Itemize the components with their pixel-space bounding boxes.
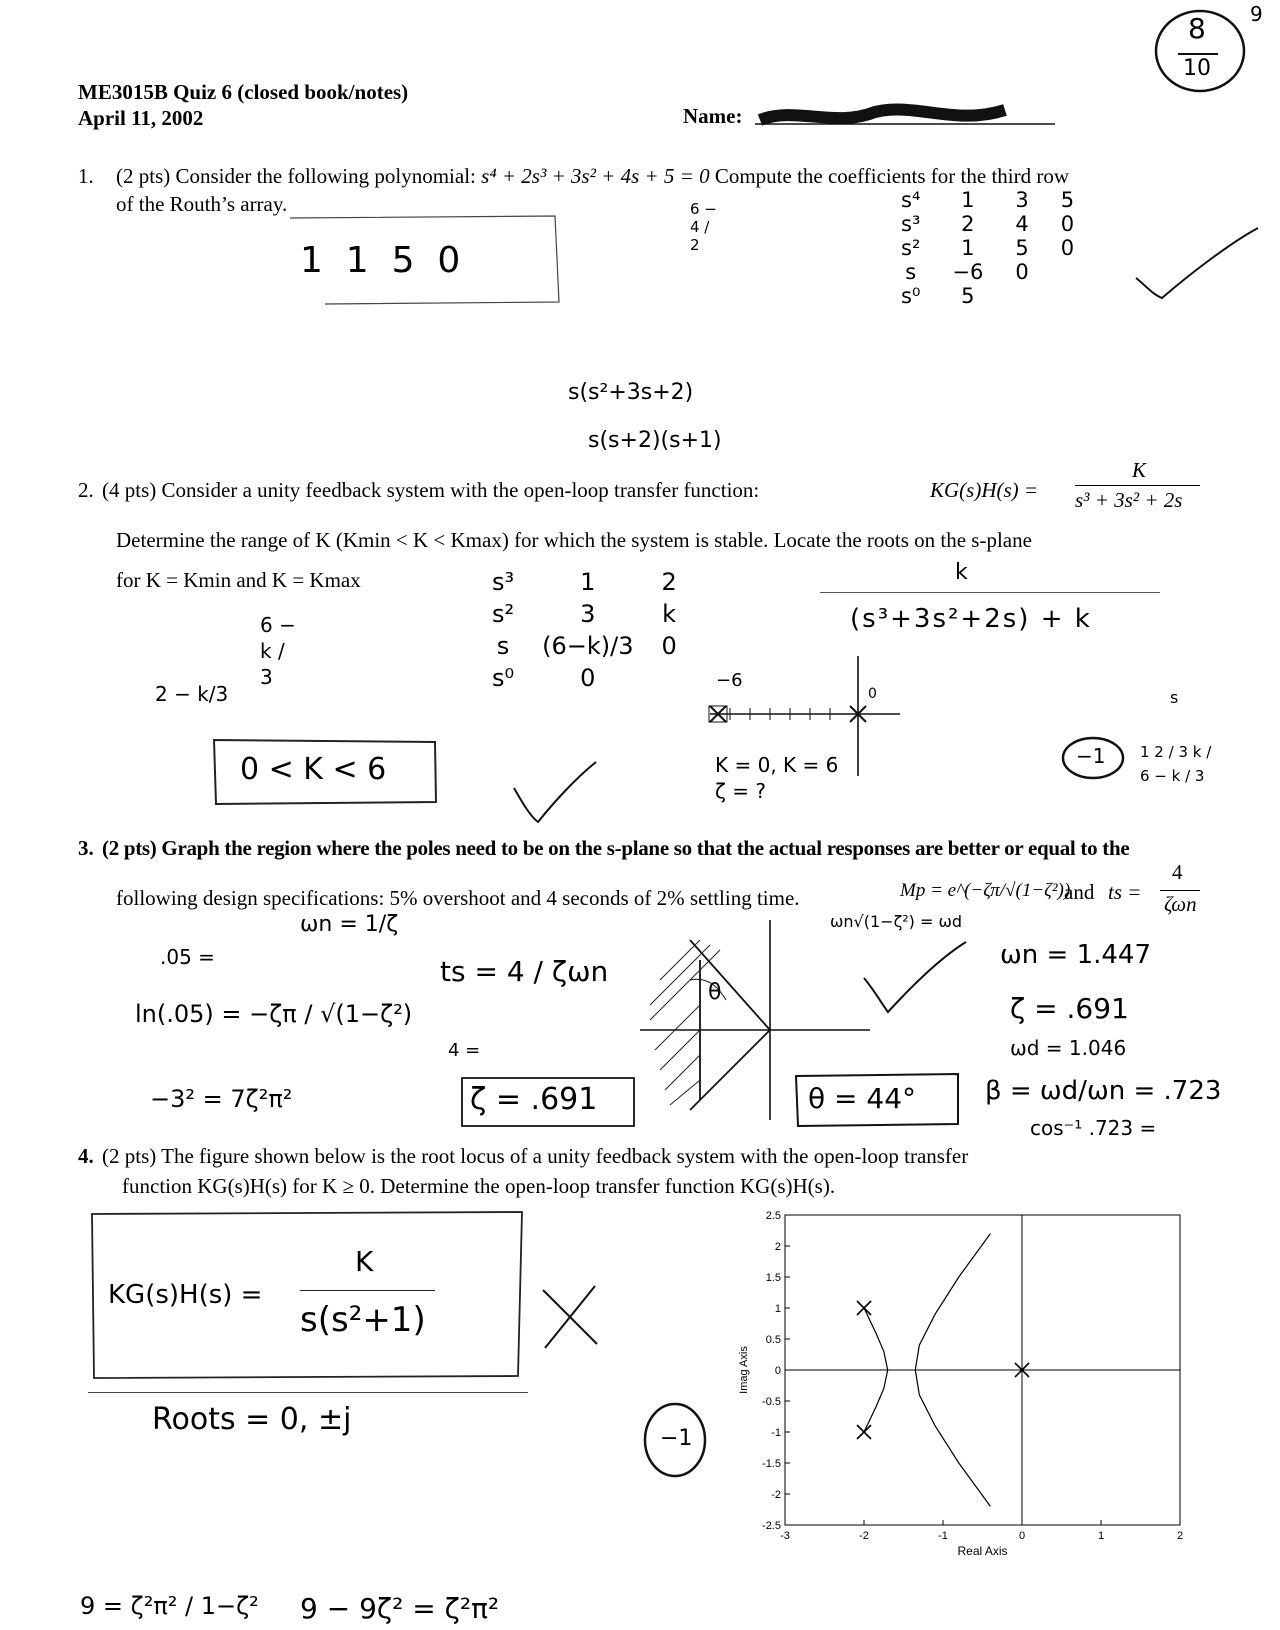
- q3-beta-eq: β = ωd/ωn = .723: [985, 1076, 1222, 1106]
- q3-wn-val: ωn = 1.447: [1000, 940, 1151, 970]
- q2-char-num: k: [955, 560, 968, 585]
- q1-routh-cell: s³: [901, 212, 921, 236]
- q2-routh-cell: s³: [492, 568, 515, 596]
- y-tick-label: 2: [774, 1241, 781, 1253]
- y-tick-label: -2: [771, 1489, 781, 1501]
- q3-wn-frac: ωn = 1/ζ: [300, 912, 399, 937]
- q3-formula2-bar: [1160, 890, 1200, 891]
- q2-deduction: −1: [1076, 744, 1106, 768]
- q1-routh-array: [885, 188, 1090, 308]
- q3-text-line1: (2 pts) Graph the region where the poles need to be on the s-plane so that the actual responses are better or equal to the: [102, 836, 1130, 860]
- q2-answer: 0 < K < 6: [240, 752, 387, 787]
- q1-routh-row: [885, 188, 1090, 212]
- q1-routh-cell: −6: [952, 260, 984, 284]
- q1-routh-cell: [1045, 284, 1090, 308]
- q2-scratch2: 2 − k/3: [155, 682, 229, 706]
- y-tick-label: 1.5: [765, 1272, 781, 1284]
- q1-routh-cell: 1: [961, 188, 975, 212]
- q3-zeta-box-text: ζ = .691: [470, 1082, 598, 1117]
- q4-text-line2: function KG(s)H(s) for K ≥ 0. Determine the open-loop transfer function KG(s)H(s).: [122, 1174, 836, 1198]
- q2-routh-cell: 1: [580, 568, 596, 596]
- q2-tf-num: K: [1132, 458, 1147, 482]
- q4-divider: [88, 1392, 528, 1393]
- q1-factor-work2: s(s+2)(s+1): [588, 428, 722, 453]
- q3-cos-eq: cos⁻¹ .723 =: [1030, 1116, 1157, 1140]
- q1-routh-table: [885, 188, 1090, 308]
- q1-routh-cell: s⁴: [901, 188, 921, 212]
- q1-routh-cell: 5: [1015, 236, 1029, 260]
- q4-bottom-work2: 9 − 9ζ² = ζ²π²: [300, 1592, 500, 1625]
- q3-wd-val: ωd = 1.046: [1010, 1036, 1127, 1060]
- q1-routh-cell: s⁰: [901, 284, 921, 308]
- q2-routh-cell: s: [496, 632, 510, 660]
- pole-marker: [857, 1301, 871, 1315]
- q3-work-l1: .05 =: [160, 945, 215, 969]
- x-tick-label: 2: [1176, 1530, 1184, 1542]
- q3-wd-eq: ωn√(1−ζ²) = ωd: [830, 912, 963, 931]
- score-value: 8: [1188, 12, 1206, 45]
- q1-number: 1.: [78, 164, 94, 188]
- q2-routh-array: [478, 566, 691, 694]
- q4-deduction: −1: [660, 1426, 693, 1451]
- quiz-date: April 11, 2002: [78, 106, 204, 130]
- q1-routh-cell: 1: [961, 236, 975, 260]
- q2-char-bar: [820, 592, 1160, 593]
- course-title: ME3015B Quiz 6 (closed book/notes): [78, 80, 409, 104]
- y-tick-label: -2.5: [762, 1520, 781, 1532]
- page-number: 9: [1250, 2, 1263, 26]
- q3-angle-box-text: θ = 44°: [808, 1082, 917, 1115]
- q2-routh-cell: s²: [492, 600, 515, 628]
- y-tick-label: 0: [774, 1365, 781, 1377]
- q2-number: 2.: [78, 478, 94, 502]
- q4-bottom-work1: 9 = ζ²π² / 1−ζ²: [80, 1592, 259, 1620]
- q1-routh-row: [885, 284, 1090, 308]
- y-tick-label: 0.5: [765, 1334, 781, 1346]
- q3-region-label: θ: [708, 980, 722, 1005]
- q1-scratch: 6 − 4 / 2: [690, 200, 717, 254]
- q1-text-line2: of the Routh’s array.: [116, 192, 288, 216]
- q2-tf-bar: [1075, 485, 1200, 486]
- q4-answer-bar: [300, 1290, 435, 1291]
- q4-answer-den: s(s²+1): [300, 1300, 426, 1340]
- q3-formula2-num: 4: [1172, 860, 1183, 884]
- q2-plot-label-left: −6: [716, 670, 743, 691]
- q1-routh-cell: 2: [961, 212, 975, 236]
- q4-answer-lhs: KG(s)H(s) =: [108, 1280, 263, 1310]
- q1-factor-work1: s(s²+3s+2): [568, 380, 694, 405]
- q2-plot-label-zero: 0: [868, 686, 877, 702]
- x-tick-label: -1: [938, 1530, 948, 1542]
- locus-branch-right-lower: [915, 1370, 990, 1506]
- q1-text-line1: (2 pts) Consider the following polynomial: s⁴ + 2s³ + 3s² + 4s + 5 = 0 Compute the coefficients for the third row: [116, 164, 1070, 188]
- q3-work-l2: ln(.05) = −ζπ / √(1−ζ²): [135, 1000, 413, 1028]
- q1-routh-cell: 0: [1015, 260, 1029, 284]
- q2-routh-table: [478, 566, 691, 694]
- q1-answer: 1 1 5 0: [300, 240, 461, 281]
- x-tick-label: 1: [1097, 1530, 1105, 1542]
- q2-margin-work: 1 2 / 3 k / 6 − k / 3: [1140, 743, 1212, 785]
- q2-tf-lhs: KG(s)H(s) =: [930, 478, 1039, 502]
- q3-formula1: Mp = e^(−ζπ/√(1−ζ²)): [900, 880, 1071, 901]
- x-tick-label: -2: [859, 1530, 869, 1542]
- q1-routh-cell: 5: [1060, 188, 1075, 212]
- q2-routh-cell: k: [662, 600, 677, 628]
- q3-work-l3: −3² = 7ζ²π²: [150, 1085, 293, 1113]
- q1-checkmark: [1132, 222, 1262, 302]
- y-tick-label: 2.5: [765, 1210, 781, 1222]
- q2-tf-den: s³ + 3s² + 2s: [1075, 488, 1183, 512]
- q2-text-line1: (4 pts) Consider a unity feedback system with the open-loop transfer function:: [102, 478, 760, 502]
- q1-routh-row: [885, 260, 1090, 284]
- q1-routh-cell: [1045, 260, 1090, 284]
- x-tick-label: -3: [780, 1530, 790, 1542]
- q1-routh-cell: 3: [1015, 188, 1029, 212]
- q1-routh-cell: 4: [1015, 212, 1029, 236]
- q3-checkmark: [860, 938, 970, 1018]
- q1-routh-cell: s²: [901, 236, 921, 260]
- q2-margin-s: s: [1170, 688, 1179, 707]
- q1-routh-cell: [999, 284, 1044, 308]
- q3-formula2-den: ζωn: [1164, 892, 1197, 916]
- y-axis-label: Imag Axis: [738, 1346, 750, 1394]
- name-label: Name:: [683, 104, 743, 128]
- q2-routh-cell: 0: [661, 632, 677, 660]
- q3-formula-and: and: [1064, 880, 1095, 904]
- pole-marker: [857, 1425, 871, 1439]
- q2-routh-row: [478, 566, 691, 598]
- q3-zeta-val: ζ = .691: [1010, 992, 1129, 1025]
- q2-scratch1: 6 − k / 3: [260, 613, 296, 689]
- q1-routh-cell: 0: [1060, 236, 1075, 260]
- q3-four-eq: 4 =: [448, 1040, 481, 1061]
- q2-routh-cell: 0: [580, 664, 596, 692]
- q4-text-line1: (2 pts) The figure shown below is the root locus of a unity feedback system with the open-loop transfer: [102, 1144, 969, 1168]
- q2-routh-cell: (6−k)/3: [542, 632, 634, 660]
- y-tick-label: 1: [774, 1303, 781, 1315]
- q2-text-line3: for K = Kmin and K = Kmax: [116, 568, 361, 592]
- y-tick-label: -1.5: [762, 1458, 781, 1470]
- q4-x-mark: [535, 1282, 605, 1352]
- q4-answer-num: K: [355, 1245, 374, 1278]
- q2-char-eq: (s³+3s²+2s) + k: [850, 604, 1092, 634]
- q2-routh-cell: 3: [580, 600, 596, 628]
- q2-routh-row: [478, 598, 691, 630]
- locus-branch-right-upper: [915, 1234, 990, 1370]
- q2-routh-cell: s⁰: [492, 664, 515, 692]
- q3-ts-eq: ts = 4 / ζωn: [440, 955, 609, 988]
- q2-checkmark: [510, 758, 600, 828]
- q1-routh-cell: 5: [961, 284, 975, 308]
- q3-formula2-lhs: ts =: [1108, 880, 1142, 904]
- root-locus-chart: [730, 1210, 1190, 1580]
- q2-text-line2: Determine the range of K (Kmin < K < Kmax) for which the system is stable. Locate the roots on the s-plane: [116, 528, 1032, 552]
- q2-routh-row: [478, 630, 691, 662]
- x-axis-label: Real Axis: [957, 1544, 1008, 1558]
- q3-number: 3.: [78, 836, 94, 860]
- q3-text-line2: following design specifications: 5% overshoot and 4 seconds of 2% settling time.: [116, 886, 800, 910]
- q1-routh-cell: 0: [1060, 212, 1075, 236]
- q1-routh-row: [885, 236, 1090, 260]
- q2-routh-row: [478, 662, 691, 694]
- q1-routh-cell: s: [905, 260, 917, 284]
- q4-roots: Roots = 0, ±j: [152, 1402, 352, 1437]
- q1-routh-row: [885, 212, 1090, 236]
- q2-routh-cell: [647, 662, 690, 694]
- score-total: 10: [1183, 56, 1211, 81]
- name-redaction: [755, 98, 1055, 138]
- q4-number: 4.: [78, 1144, 94, 1168]
- x-tick-label: 0: [1018, 1530, 1026, 1542]
- q2-k-values: K = 0, K = 6 ζ = ?: [715, 753, 839, 803]
- y-tick-label: -0.5: [762, 1396, 781, 1408]
- q2-routh-cell: 2: [661, 568, 677, 596]
- y-tick-label: -1: [771, 1427, 781, 1439]
